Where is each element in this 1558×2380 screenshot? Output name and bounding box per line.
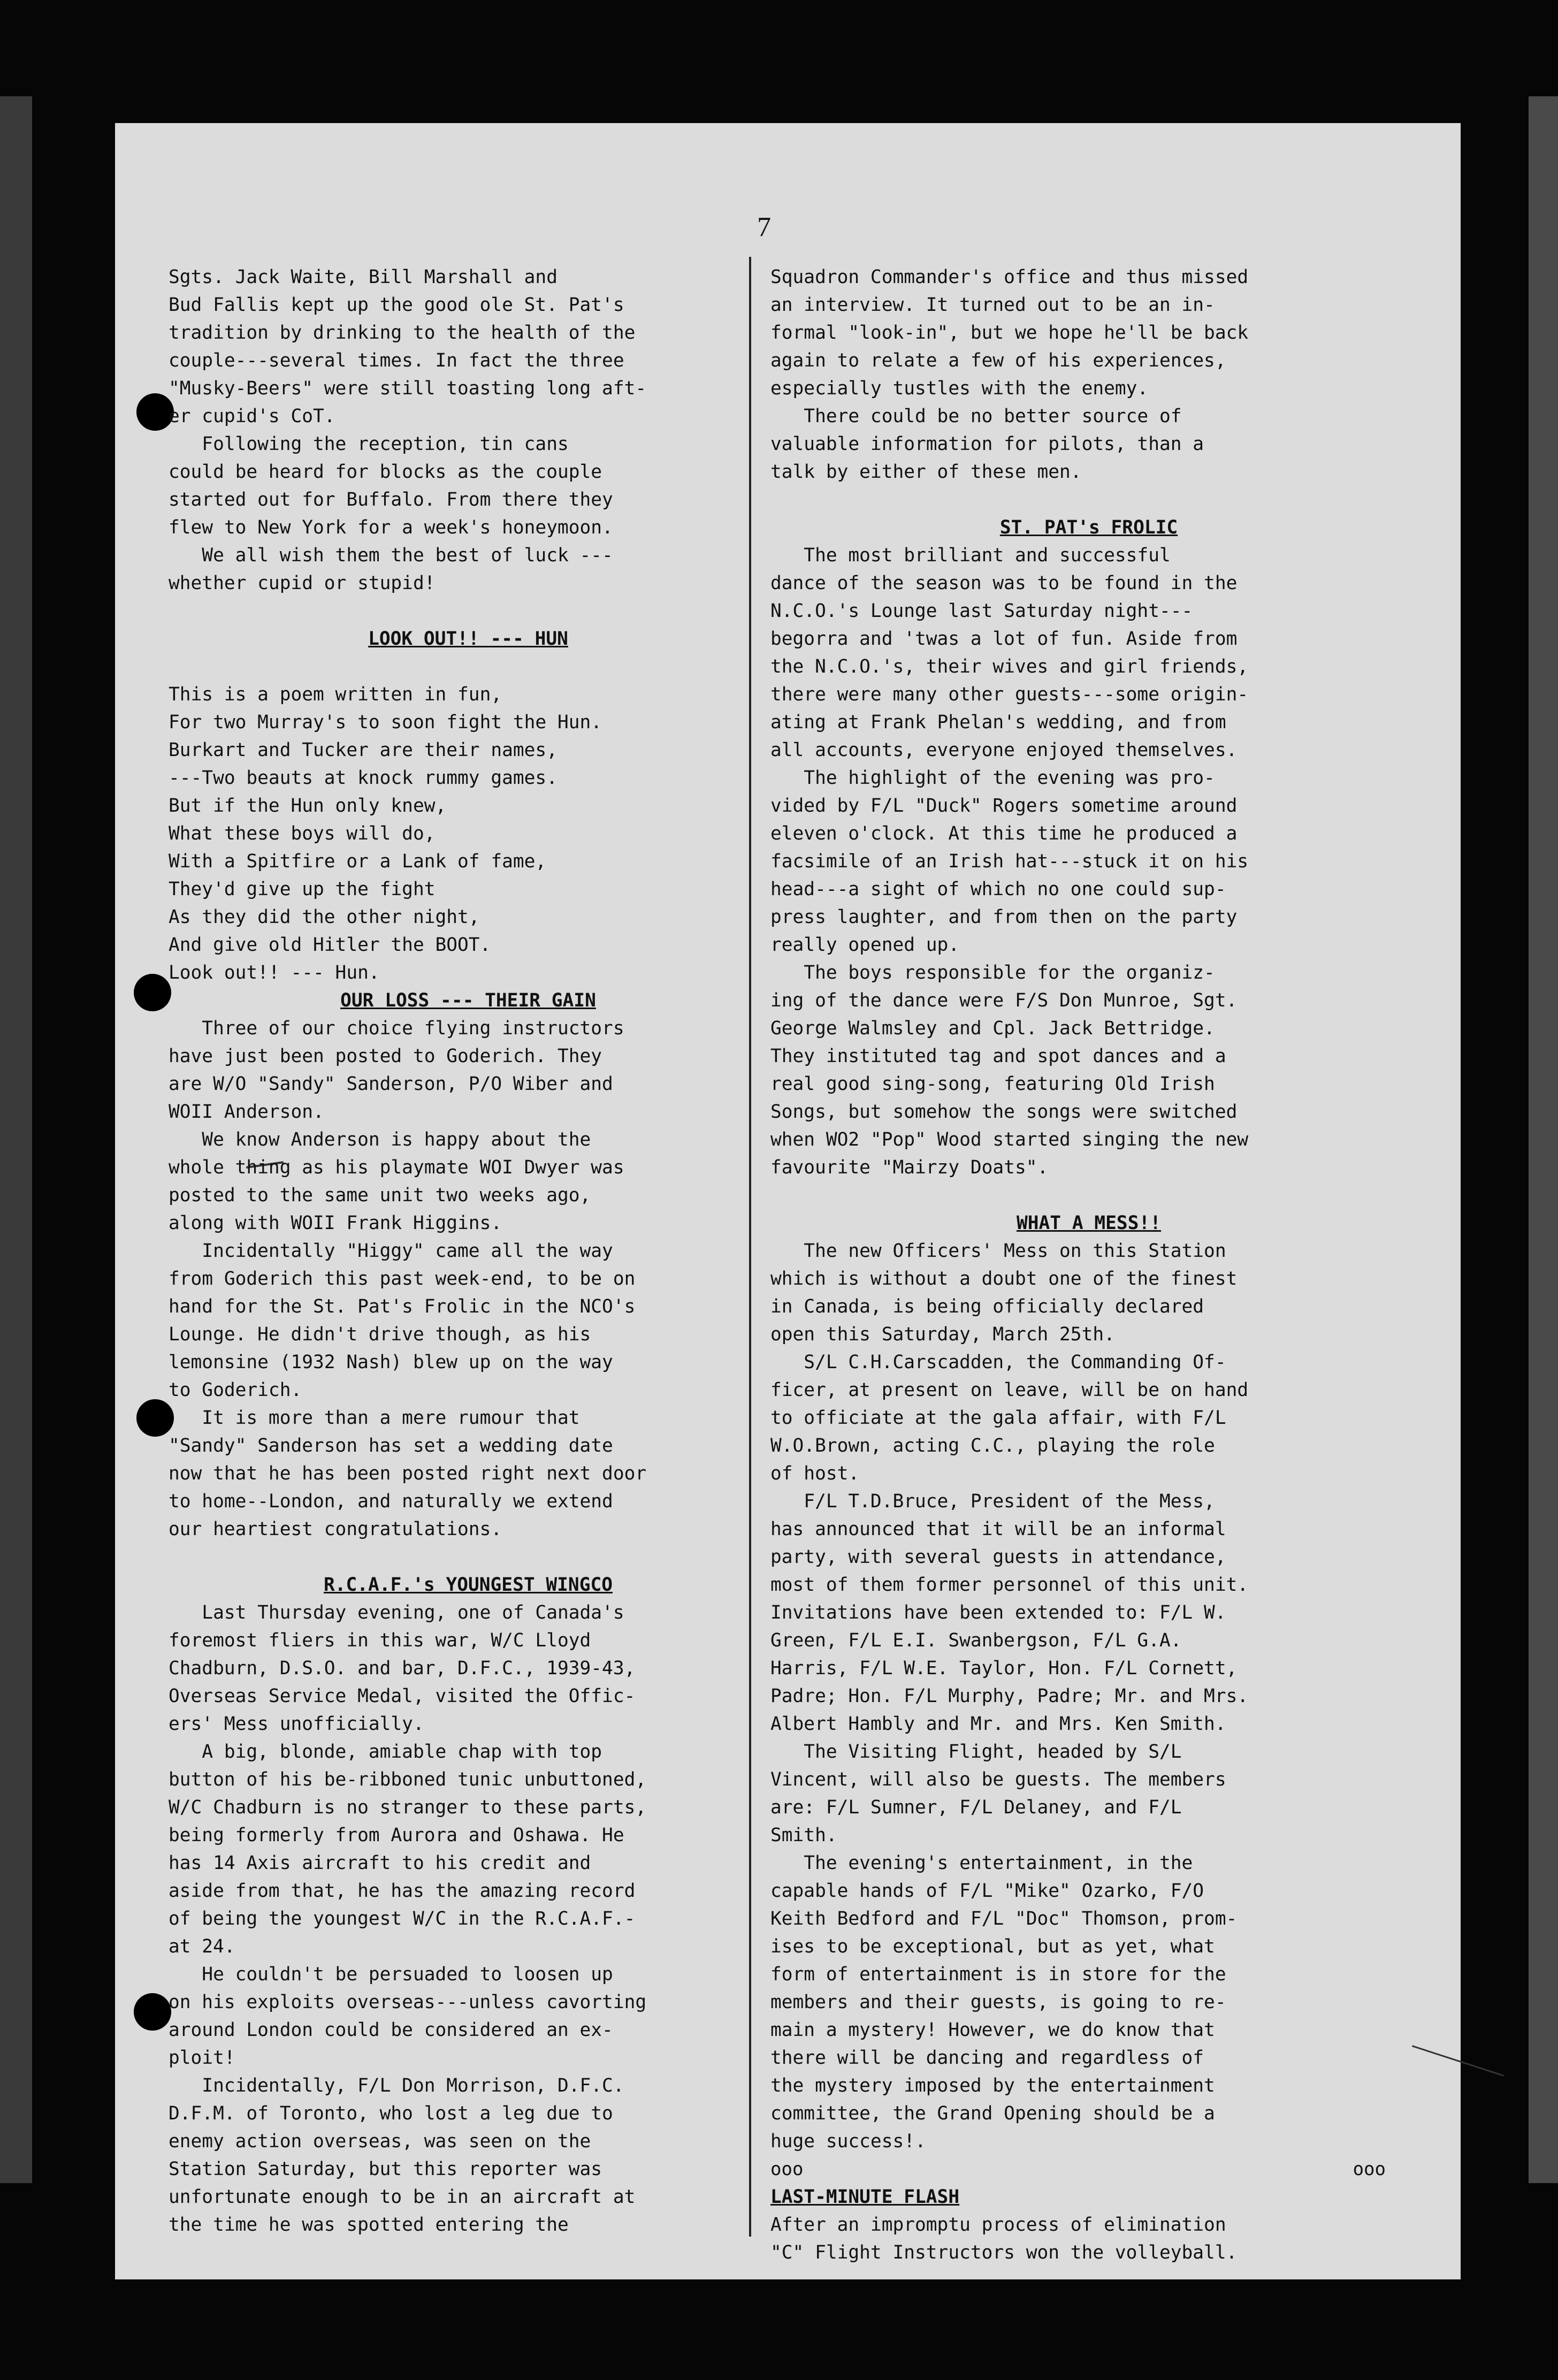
text-line: Vincent, will also be guests. The members xyxy=(770,1769,1226,1790)
text-line: an interview. It turned out to be an in- xyxy=(770,294,1215,316)
text-line: aside from that, he has the amazing record xyxy=(169,1880,636,1902)
text-line: The Visiting Flight, headed by S/L xyxy=(770,1741,1182,1763)
text-line: form of entertainment is in store for the xyxy=(770,1964,1226,1985)
text-line: begorra and 'twas a lot of fun. Aside from xyxy=(770,628,1238,650)
text-line: there will be dancing and regardless of xyxy=(770,2047,1204,2069)
text-line: our heartiest congratulations. xyxy=(169,1519,502,1540)
text-line: The new Officers' Mess on this Station xyxy=(770,1240,1226,1262)
text-line: along with WOII Frank Higgins. xyxy=(169,1212,502,1234)
flash-heading: LAST-MINUTE FLASH xyxy=(770,2186,960,2208)
text-line: Songs, but somehow the songs were switched xyxy=(770,1101,1238,1123)
text-line: to officiate at the gala affair, with F/L xyxy=(770,1407,1226,1429)
text-line: Smith. xyxy=(770,1825,837,1846)
text-line: Overseas Service Medal, visited the Offic- xyxy=(169,1685,636,1707)
adjacent-page-edge-right xyxy=(1529,96,1558,2183)
text-line: Incidentally "Higgy" came all the way xyxy=(169,1240,613,1262)
text-line: A big, blonde, amiable chap with top xyxy=(169,1741,602,1763)
wingco-article-continued xyxy=(770,263,1407,486)
text-line: main a mystery! However, we do know that xyxy=(770,2019,1215,2041)
text-line: around London could be considered an ex- xyxy=(169,2019,613,2041)
text-line: to Goderich. xyxy=(169,1379,302,1401)
text-line: whether cupid or stupid! xyxy=(169,573,436,594)
wedding-article-tail xyxy=(169,263,768,597)
text-line: whole thing as his playmate WOI Dwyer was xyxy=(169,1157,624,1178)
separator-right: ooo xyxy=(1353,2158,1386,2180)
punch-hole xyxy=(134,974,171,1011)
text-line: ers' Mess unofficially. xyxy=(169,1713,424,1735)
text-line: at 24. xyxy=(169,1936,235,1957)
loss-article xyxy=(169,1014,768,1543)
text-line: most of them former personnel of this unit. xyxy=(770,1574,1249,1596)
text-line: They instituted tag and spot dances and a xyxy=(770,1046,1226,1067)
text-line: button of his be-ribboned tunic unbuttoned, xyxy=(169,1769,647,1790)
text-line: Invitations have been extended to: F/L W. xyxy=(770,1602,1226,1623)
adjacent-page-edge-left xyxy=(0,96,32,2183)
poem-heading: LOOK OUT!! --- HUN xyxy=(368,628,568,650)
frolic-heading: ST. PAT's FROLIC xyxy=(999,517,1178,538)
text-line: enemy action overseas, was seen on the xyxy=(169,2131,591,2152)
separator xyxy=(770,2155,1407,2183)
text-line: After an impromptu process of elimination xyxy=(770,2214,1226,2236)
text-line: the N.C.O.'s, their wives and girl friends, xyxy=(770,656,1249,677)
right-column xyxy=(770,263,1407,2267)
text-line: now that he has been posted right next door xyxy=(169,1463,647,1484)
text-line: D.F.M. of Toronto, who lost a leg due to xyxy=(169,2103,613,2124)
text-line: Lounge. He didn't drive though, as his xyxy=(169,1324,591,1345)
mess-article xyxy=(770,1237,1407,2155)
text-line: committee, the Grand Opening should be a xyxy=(770,2103,1215,2124)
text-line: party, with several guests in attendance, xyxy=(770,1546,1226,1568)
frolic-article xyxy=(770,541,1407,1181)
text-line: really opened up. xyxy=(770,934,960,956)
text-line: ises to be exceptional, but as yet, what xyxy=(770,1936,1215,1957)
text-line: The highlight of the evening was pro- xyxy=(770,767,1215,789)
text-line: tradition by drinking to the health of the xyxy=(169,322,636,344)
text-line: "Musky-Beers" were still toasting long aft- xyxy=(169,378,647,399)
text-line: posted to the same unit two weeks ago, xyxy=(169,1185,591,1206)
text-line: Incidentally, F/L Don Morrison, D.F.C. xyxy=(169,2075,624,2096)
text-line: dance of the season was to be found in the xyxy=(770,573,1238,594)
text-line: are W/O "Sandy" Sanderson, P/O Wiber and xyxy=(169,1073,613,1095)
text-line: Look out!! --- Hun. xyxy=(169,962,380,983)
text-line: talk by either of these men. xyxy=(770,461,1082,483)
text-line: Three of our choice flying instructors xyxy=(169,1018,624,1039)
text-line: facsimile of an Irish hat---stuck it on his xyxy=(770,851,1249,872)
text-line: But if the Hun only knew, xyxy=(169,795,447,817)
text-line: Last Thursday evening, one of Canada's xyxy=(169,1602,624,1623)
flash-article xyxy=(770,2211,1407,2267)
text-line: S/L C.H.Carscadden, the Commanding Of- xyxy=(770,1352,1226,1373)
text-line: when WO2 "Pop" Wood started singing the new xyxy=(770,1129,1249,1150)
text-line: real good sing-song, featuring Old Irish xyxy=(770,1073,1215,1095)
text-line: has announced that it will be an informal xyxy=(770,1519,1226,1540)
text-line: For two Murray's to soon fight the Hun. xyxy=(169,712,602,733)
wingco-article xyxy=(169,1599,768,2239)
text-line: ficer, at present on leave, will be on hand xyxy=(770,1379,1249,1401)
text-line: Keith Bedford and F/L "Doc" Thomson, prom- xyxy=(770,1908,1238,1929)
text-line: Bud Fallis kept up the good ole St. Pat's xyxy=(169,294,624,316)
text-line: This is a poem written in fun, xyxy=(169,684,502,705)
text-line: unfortunate enough to be in an aircraft at xyxy=(169,2186,636,2208)
mess-heading: WHAT A MESS!! xyxy=(1016,1212,1162,1234)
poem xyxy=(169,681,768,987)
text-line: Station Saturday, but this reporter was xyxy=(169,2158,602,2180)
separator-left: ooo xyxy=(770,2158,804,2180)
loss-heading: OUR LOSS --- THEIR GAIN xyxy=(340,990,596,1011)
text-line: members and their guests, is going to re- xyxy=(770,1992,1226,2013)
text-line: couple---several times. In fact the three xyxy=(169,350,624,371)
text-line: on his exploits overseas---unless cavorting xyxy=(169,1992,647,2013)
text-line: Albert Hambly and Mr. and Mrs. Ken Smith. xyxy=(770,1713,1226,1735)
text-line: George Walmsley and Cpl. Jack Bettridge. xyxy=(770,1018,1215,1039)
wingco-heading: R.C.A.F.'s YOUNGEST WINGCO xyxy=(323,1574,613,1596)
text-line: Squadron Commander's office and thus missed xyxy=(770,266,1249,288)
text-line: With a Spitfire or a Lank of fame, xyxy=(169,851,547,872)
text-line: The most brilliant and successful xyxy=(770,545,1171,566)
text-line: ating at Frank Phelan's wedding, and from xyxy=(770,712,1226,733)
text-line: open this Saturday, March 25th. xyxy=(770,1324,1115,1345)
text-line: We all wish them the best of luck --- xyxy=(169,545,613,566)
text-line: "Sandy" Sanderson has set a wedding date xyxy=(169,1435,613,1456)
text-line: valuable information for pilots, than a xyxy=(770,433,1204,455)
newsletter-page xyxy=(115,123,1461,2279)
text-line: being formerly from Aurora and Oshawa. He xyxy=(169,1825,624,1846)
text-line: The boys responsible for the organiz- xyxy=(770,962,1215,983)
text-line: head---a sight of which no one could sup- xyxy=(770,879,1226,900)
text-line: Burkart and Tucker are their names, xyxy=(169,739,557,761)
text-line: There could be no better source of xyxy=(770,406,1182,427)
text-line: What these boys will do, xyxy=(169,823,436,844)
text-line: They'd give up the fight xyxy=(169,879,436,900)
text-line: We know Anderson is happy about the xyxy=(169,1129,591,1150)
text-line: ploit! xyxy=(169,2047,235,2069)
text-line: formal "look-in", but we hope he'll be back xyxy=(770,322,1249,344)
text-line: in Canada, is being officially declared xyxy=(770,1296,1204,1317)
pencil-mark xyxy=(1412,2045,1504,2076)
text-line: F/L T.D.Bruce, President of the Mess, xyxy=(770,1491,1215,1512)
text-line: ing of the dance were F/S Don Munroe, Sgt. xyxy=(770,990,1238,1011)
text-line: all accounts, everyone enjoyed themselves. xyxy=(770,739,1238,761)
text-line: are: F/L Sumner, F/L Delaney, and F/L xyxy=(770,1797,1182,1818)
text-line: W/C Chadburn is no stranger to these parts, xyxy=(169,1797,647,1818)
text-line: has 14 Axis aircraft to his credit and xyxy=(169,1852,591,1874)
text-line: of being the youngest W/C in the R.C.A.F.- xyxy=(169,1908,636,1929)
text-line: Padre; Hon. F/L Murphy, Padre; Mr. and Mrs. xyxy=(770,1685,1249,1707)
page-number: 7 xyxy=(757,212,771,242)
text-line: ---Two beauts at knock rummy games. xyxy=(169,767,557,789)
text-line: favourite "Mairzy Doats". xyxy=(770,1157,1049,1178)
text-line: hand for the St. Pat's Frolic in the NCO's xyxy=(169,1296,636,1317)
text-line: of host. xyxy=(770,1463,860,1484)
text-line: again to relate a few of his experiences, xyxy=(770,350,1226,371)
text-line: capable hands of F/L "Mike" Ozarko, F/O xyxy=(770,1880,1204,1902)
text-line: press laughter, and from then on the party xyxy=(770,906,1238,928)
text-line: the time he was spotted entering the xyxy=(169,2214,569,2236)
text-line: As they did the other night, xyxy=(169,906,480,928)
text-line: which is without a doubt one of the finest xyxy=(770,1268,1238,1290)
text-line: Sgts. Jack Waite, Bill Marshall and xyxy=(169,266,557,288)
text-line: have just been posted to Goderich. They xyxy=(169,1046,602,1067)
text-line: N.C.O.'s Lounge last Saturday night--- xyxy=(770,600,1193,622)
text-line: Green, F/L E.I. Swanbergson, F/L G.A. xyxy=(770,1630,1182,1651)
text-line: to home--London, and naturally we extend xyxy=(169,1491,613,1512)
text-line: the mystery imposed by the entertainment xyxy=(770,2075,1215,2096)
text-line: foremost fliers in this war, W/C Lloyd xyxy=(169,1630,591,1651)
text-line: W.O.Brown, acting C.C., playing the role xyxy=(770,1435,1215,1456)
text-line: there were many other guests---some origin- xyxy=(770,684,1249,705)
text-line: Following the reception, tin cans xyxy=(169,433,569,455)
text-line: WOII Anderson. xyxy=(169,1101,324,1123)
text-line: eleven o'clock. At this time he produced a xyxy=(770,823,1238,844)
text-line: Chadburn, D.S.O. and bar, D.F.C., 1939-43, xyxy=(169,1658,636,1679)
text-line: The evening's entertainment, in the xyxy=(770,1852,1193,1874)
left-column xyxy=(169,263,768,2239)
text-line: vided by F/L "Duck" Rogers sometime around xyxy=(770,795,1238,817)
text-line: "C" Flight Instructors won the volleyball. xyxy=(770,2242,1238,2263)
text-line: from Goderich this past week-end, to be on xyxy=(169,1268,636,1290)
text-line: started out for Buffalo. From there they xyxy=(169,489,613,510)
text-line: lemonsine (1932 Nash) blew up on the way xyxy=(169,1352,613,1373)
text-line: And give old Hitler the BOOT. xyxy=(169,934,491,956)
text-line: er cupid's CoT. xyxy=(169,406,335,427)
text-line: huge success!. xyxy=(770,2131,926,2152)
text-line: He couldn't be persuaded to loosen up xyxy=(169,1964,613,1985)
text-line: It is more than a mere rumour that xyxy=(169,1407,580,1429)
punch-hole xyxy=(134,1993,171,2031)
text-line: could be heard for blocks as the couple xyxy=(169,461,602,483)
text-line: especially tustles with the enemy. xyxy=(770,378,1149,399)
text-line: Harris, F/L W.E. Taylor, Hon. F/L Cornett, xyxy=(770,1658,1238,1679)
text-line: flew to New York for a week's honeymoon. xyxy=(169,517,613,538)
